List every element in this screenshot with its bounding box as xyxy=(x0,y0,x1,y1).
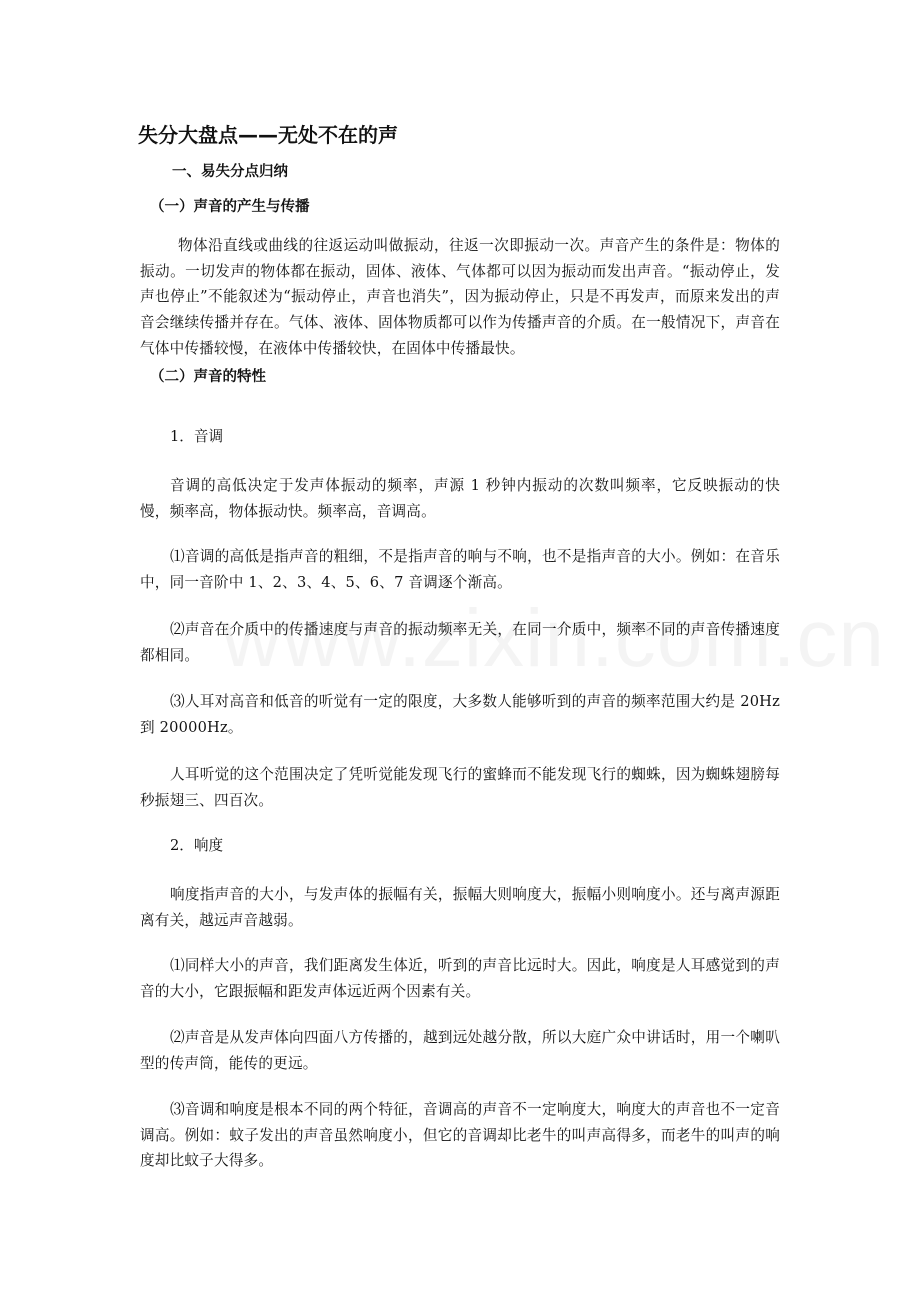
paragraph-pitch-2: ⑵声音在介质中的传播速度与声音的振动频率无关，在同一介质中，频率不同的声音传播速度都相同。 xyxy=(140,621,780,664)
paragraph-production: 物体沿直线或曲线的往返运动叫做振动，往返一次即振动一次。声音产生的条件是：物体的振动。一切发声的物体都在振动，固体、液体、气体都可以因为振动而发出声音。“振动停止，发声也停止”不能叙述为“振动停止，声音也消失”，因为振动停止，只是不再发声，而原来发出的声音会继续传播并存在。气体、液体、固体物质都可以作为传播声音的介质。在一般情况下，声音在气体中传播较慢，在液体中传播较快，在固体中传播最快。 xyxy=(140,237,780,357)
loudness-heading: 2．响度 xyxy=(170,837,224,854)
paragraph-loudness-intro: 响度指声音的大小，与发声体的振幅有关，振幅大则响度大，振幅小则响度小。还与离声源距离有关，越远声音越弱。 xyxy=(140,886,780,929)
subsection-heading-characteristics: （二）声音的特性 xyxy=(150,369,266,385)
subsection-heading-production: （一）声音的产生与传播 xyxy=(150,199,310,215)
section-heading: 一、易失分点归纳 xyxy=(172,164,288,180)
pitch-heading: 1．音调 xyxy=(170,428,224,445)
paragraph-loudness-1: ⑴同样大小的声音，我们距离发生体近，听到的声音比远时大。因此，响度是人耳感觉到的声音的大小，它跟振幅和距发声体远近两个因素有关。 xyxy=(140,957,780,1000)
paragraph-loudness-3: ⑶音调和响度是根本不同的两个特征，音调高的声音不一定响度大，响度大的声音也不一定音调高。例如：蚊子发出的声音虽然响度小，但它的音调却比老牛的叫声高得多，而老牛的叫声的响度却比蚊子大得多。 xyxy=(140,1101,780,1169)
document-title: 失分大盘点——无处不在的声 xyxy=(138,123,398,147)
paragraph-pitch-intro: 音调的高低决定于发声体振动的频率，声源 1 秒钟内振动的次数叫频率，它反映振动的快慢，频率高，物体振动快。频率高，音调高。 xyxy=(140,477,780,520)
paragraph-pitch-4: 人耳听觉的这个范围决定了凭听觉能发现飞行的蜜蜂而不能发现飞行的蜘蛛，因为蜘蛛翅膀每秒振翅三、四百次。 xyxy=(140,766,780,809)
paragraph-pitch-1: ⑴音调的高低是指声音的粗细，不是指声音的响与不响，也不是指声音的大小。例如：在音乐中，同一音阶中 1、2、3、4、5、6、7 音调逐个渐高。 xyxy=(140,548,780,591)
paragraph-loudness-2: ⑵声音是从发声体向四面八方传播的，越到远处越分散，所以大庭广众中讲话时，用一个喇叭型的传声筒，能传的更远。 xyxy=(140,1029,780,1072)
paragraph-pitch-3: ⑶人耳对高音和低音的听觉有一定的限度，大多数人能够听到的声音的频率范围大约是 20Hz 到 20000Hz。 xyxy=(140,693,780,736)
